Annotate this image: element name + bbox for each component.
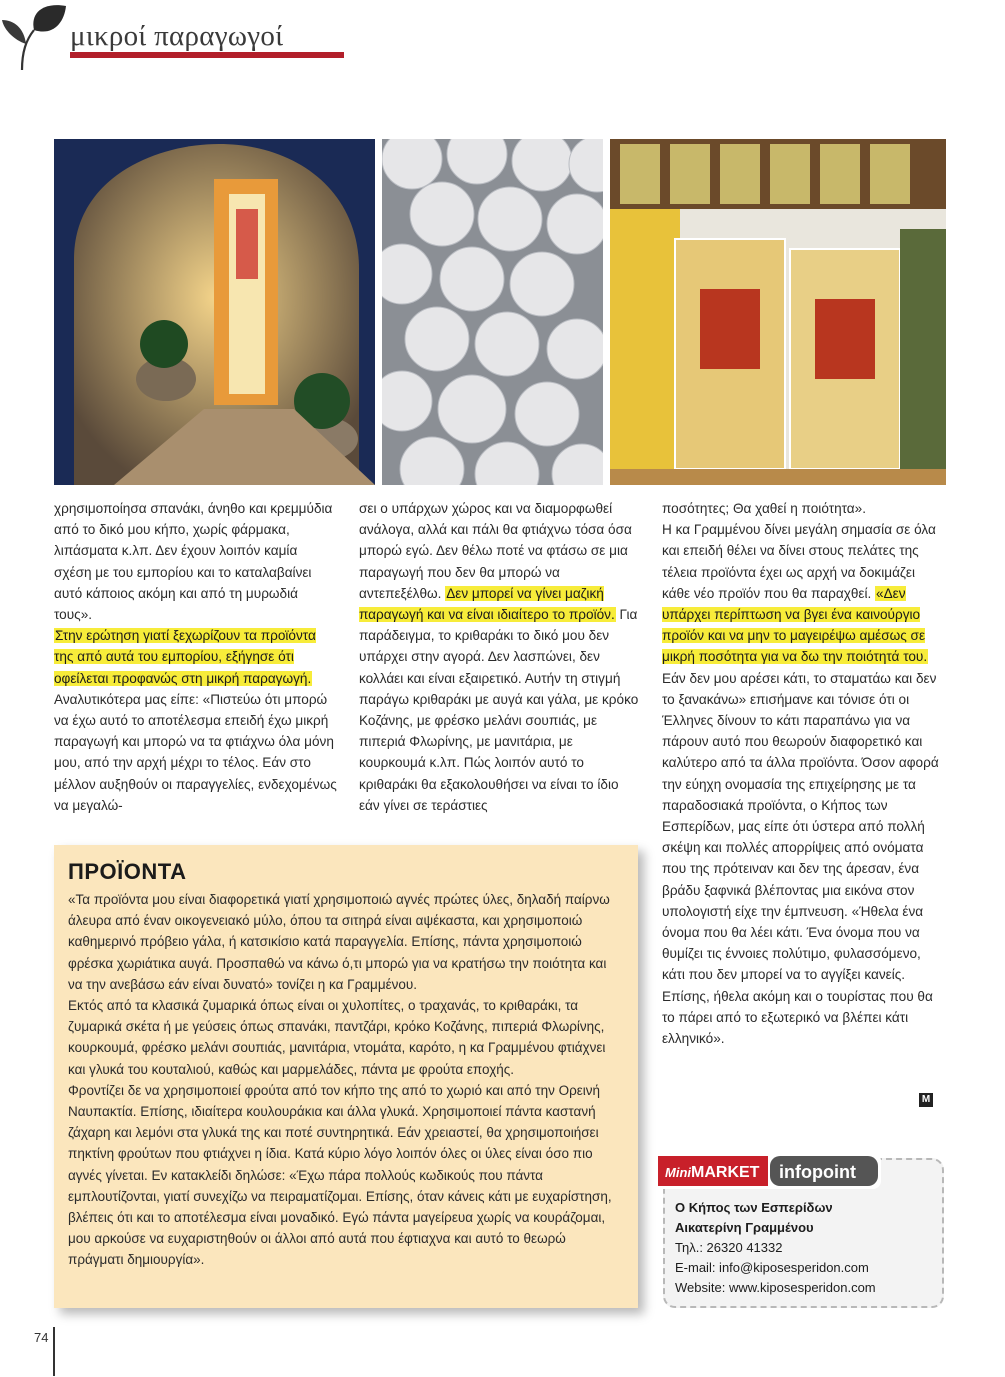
article-column-1: [54, 498, 337, 816]
paragraph-text: Αναλυτικότερα μας είπε: «Πιστεύω ότι μπορώ να έχω αυτό το αποτέλεσμα επειδή έχω μικρή παραγωγή και μπορώ να τα φτιάχνω όλα μόνη μου, από την αρχή μέχρι το τέλος. Εάν στο μέλλον αυξηθούν οι παραγγελίες, ενδεχομένως να μεγαλώ-: [54, 691, 337, 813]
infopoint-details: [675, 1198, 876, 1298]
website-link[interactable]: Website: www.kiposesperidon.com: [675, 1280, 876, 1295]
paragraph: ποσότητες; Θα χαθεί η ποιότητα».: [662, 501, 866, 516]
title-rule: [70, 52, 344, 58]
contact-person: Αικατερίνη Γραμμένου: [675, 1220, 814, 1235]
highlighted-quote: «Δεν υπάρχει περίπτωση να βγει ένα καινούργιο προϊόν και να μην το μαγειρέψω αμέσως σε μικρή ποσότητα για να δω την ποιότητά του.: [662, 585, 928, 665]
section-header: [0, 0, 300, 70]
paragraph: Εκτός από τα κλασικά ζυμαρικά όπως είναι οι χυλοπίτες, ο τραχανάς, το κριθαράκι, τα ζυμαρικά σκέτα ή με γεύσεις όπως σπανάκι, παντζάρι, κρόκο Κοζάνης, πιπεριά Φλωρίνης, κουρκουμά, φρέσκο μελάνι σουπιάς, μανιτάρια, ντομάτα, καρότο, η κα Γραμμένου φτιάχνει και γλυκά του κουταλιού, καθώς και μαρμελάδες, πάντα με φρούτα εποχής.: [68, 998, 606, 1077]
page-number-rule: [53, 1327, 55, 1376]
company-name: Ο Κήπος των Εσπερίδων: [675, 1200, 833, 1215]
products-sidebar: [54, 845, 638, 1308]
paragraph: χρησιμοποίησα σπανάκι, άνηθο και κρεμμύδια από το δικό μου κήπο, χωρίς φάρμακα, λιπάσματα κ.λπ. Δεν έχουν λοιπόν καμία σχέση με του εμπορίου και το καταλαβαίνει αυτό κάποιος ακόμη και από τη μυρωδιά τους».: [54, 501, 333, 623]
infopoint-logo: [655, 1153, 881, 1189]
paragraph: [359, 498, 642, 816]
article-end-mark: M: [919, 1093, 933, 1107]
paragraph-text: Η κα Γραμμένου δίνει μεγάλη σημασία σε όλα και επειδή θέλει να δίνει στους πελάτες της τέλεια προϊόντα έχει ως αρχή να δοκιμάζει κάθε νέο προϊόν που θα παραχθεί.: [662, 522, 936, 601]
photo-pasta-bags: [610, 139, 946, 485]
photo-cookies: [382, 139, 603, 485]
paragraph-text: Για παράδειγμα, το κριθαράκι το δικό μου δεν υπάρχει στην αγορά. Δεν λασπώνει, δεν κολλάει και είναι εξαιρετικό. Αυτήν τη στιγμή παράγω κριθαράκι με αυγά και γάλα, με κρόκο Κοζάνης, με φρέσκο μελάνι σουπιάς, με πιπεριά Φλωρίνης, με μανιτάρια, με κουρκουμά κ.λπ. Πώς λοιπόν αυτό το κριθαράκι θα εξακολουθήσει να είναι το ίδιο εάν γίνει σε τεράστιες: [359, 607, 639, 813]
products-body: [68, 889, 624, 1271]
page-number: 74: [34, 1330, 49, 1345]
section-title: μικροί παραγωγοί: [70, 20, 284, 52]
highlighted-quote: Στην ερώτηση γιατί ξεχωρίζουν τα προϊόντα της από αυτά του εμπορίου, εξήγησε ότι οφείλεται προφανώς στη μικρή παραγωγή.: [54, 628, 316, 686]
logo-mini-text: Mini: [665, 1165, 691, 1180]
paragraph: [54, 625, 337, 816]
paragraph-text: σει ο υπάρχων χώρος και να διαμορφωθεί ανάλογα, αλλά και πάλι θα φτιάχνω τόσα όσα μπορώ εγώ. Δεν θέλω ποτέ να φτάσω σε μια παραγωγή που δεν θα μπορώ να αντεπεξέλθω.: [359, 501, 632, 601]
article-column-3: [662, 498, 945, 1049]
leaf-icon: [0, 0, 70, 72]
paragraph-text: Εάν δεν μου αρέσει κάτι, το σταματάω και δεν το ξανακάνω» επισήμανε και τόνισε ότι οι Έλληνες δίνουν το κάτι παραπάνω για να πάρουν αυτό που θεωρούν διαφορετικό και καλύτερο από τα άλλα προϊόντα. Όσον αφορά την εύηχη ονομασία της επιχείρησης με τα παραδοσιακά προϊόντα, ο Κήπος των Εσπερίδων, μας είπε ότι ύστερα από πολλή σκέψη και πολλές απορρίψεις από ονόματα που της πρότειναν και δεν της άρεσαν, ένα βράδυ ξαφνικά βλέποντας μια εικόνα στον υπολογιστή είχε την έμπνευση. «Ήθελα ένα όνομα που θα λέει κάτι. Ένα όνομα που να θυμίζει τις έννοιες πολύτιμο, φυλασσόμενο, κάτι που δεν μπορεί να το αγγίξει κανείς. Επίσης, ήθελα ακόμη και ο τουρίστας που θα το πάρει από το εξωτερικό να βλέπει κάτι ελληνικό».: [662, 670, 939, 1047]
paragraph: «Τα προϊόντα μου είναι διαφορετικά γιατί χρησιμοποιώ αγνές πρώτες ύλες, δηλαδή παίρνω άλευρα από έναν οικογενειακό μύλο, όπου τα σιτηρά είναι αψέκαστα, και χρησιμοποιώ καθημερινό πρόβειο γάλα, ή κατσικίσιο κατά παραγγελία. Επίσης, πάντα χρησιμοποιώ φρέσκα χωριάτικα αυγά. Προσπαθώ να κάνω ό,τι μπορώ για να κρατήσω την ποιότητα και να την ανεβάσω εάν είναι δυνατό» τονίζει η κα Γραμμένου.: [68, 892, 610, 992]
email-address[interactable]: E-mail: info@kiposesperidon.com: [675, 1260, 869, 1275]
article-column-2: [359, 498, 642, 816]
logo-infopoint-text: infopoint: [779, 1162, 856, 1182]
highlighted-quote: Δεν μπορεί να γίνει μαζική παραγωγή και να είναι ιδιαίτερο το προϊόν.: [359, 585, 615, 623]
phone-number: Τηλ.: 26320 41332: [675, 1240, 783, 1255]
paragraph: [662, 519, 945, 1049]
products-heading: ΠΡΟΪΟΝΤΑ: [68, 859, 187, 884]
paragraph: Φροντίζει δε να χρησιμοποιεί φρούτα από τον κήπο της από το χωριό και από την Ορεινή Ναυπακτία. Επίσης, ιδιαίτερα κουλουράκια και άλλα γλυκά. Χρησιμοποιεί πάντα καστανή ζάχαρη και λεμόνι στα γλυκά της και ποτέ συντηρητικά. Εάν χρειαστεί, θα χρησιμοποιήσει πηκτίνη φρούτων που φτιάχνει η ίδια. Κατά κύριο λόγο λοιπόν όλες οι ύλες είναι όσο πιο αγνές γίνεται. Εν κατακλείδι δηλώσε: «Έχω πάρα πολλούς κωδικούς που πάντα εμπλουτίζονται, γιατί συνεχίζω να πειραματίζομαι. Επίσης, όταν κάνεις κάτι με ευχαρίστηση, βλέπεις ότι και το αποτέλεσμα είναι μοναδικό. Εγώ πάντα μαγείρευα χωρίς να κουράζομαι, μου αρκούσε να ευχαριστηθούν οι άλλοι από αυτά που έφτιαχνα και αυτό το θεωρώ πράγματι δημιουργία».: [68, 1082, 612, 1268]
photo-entrance: [54, 139, 375, 485]
logo-market-text: MARKET: [691, 1164, 760, 1181]
